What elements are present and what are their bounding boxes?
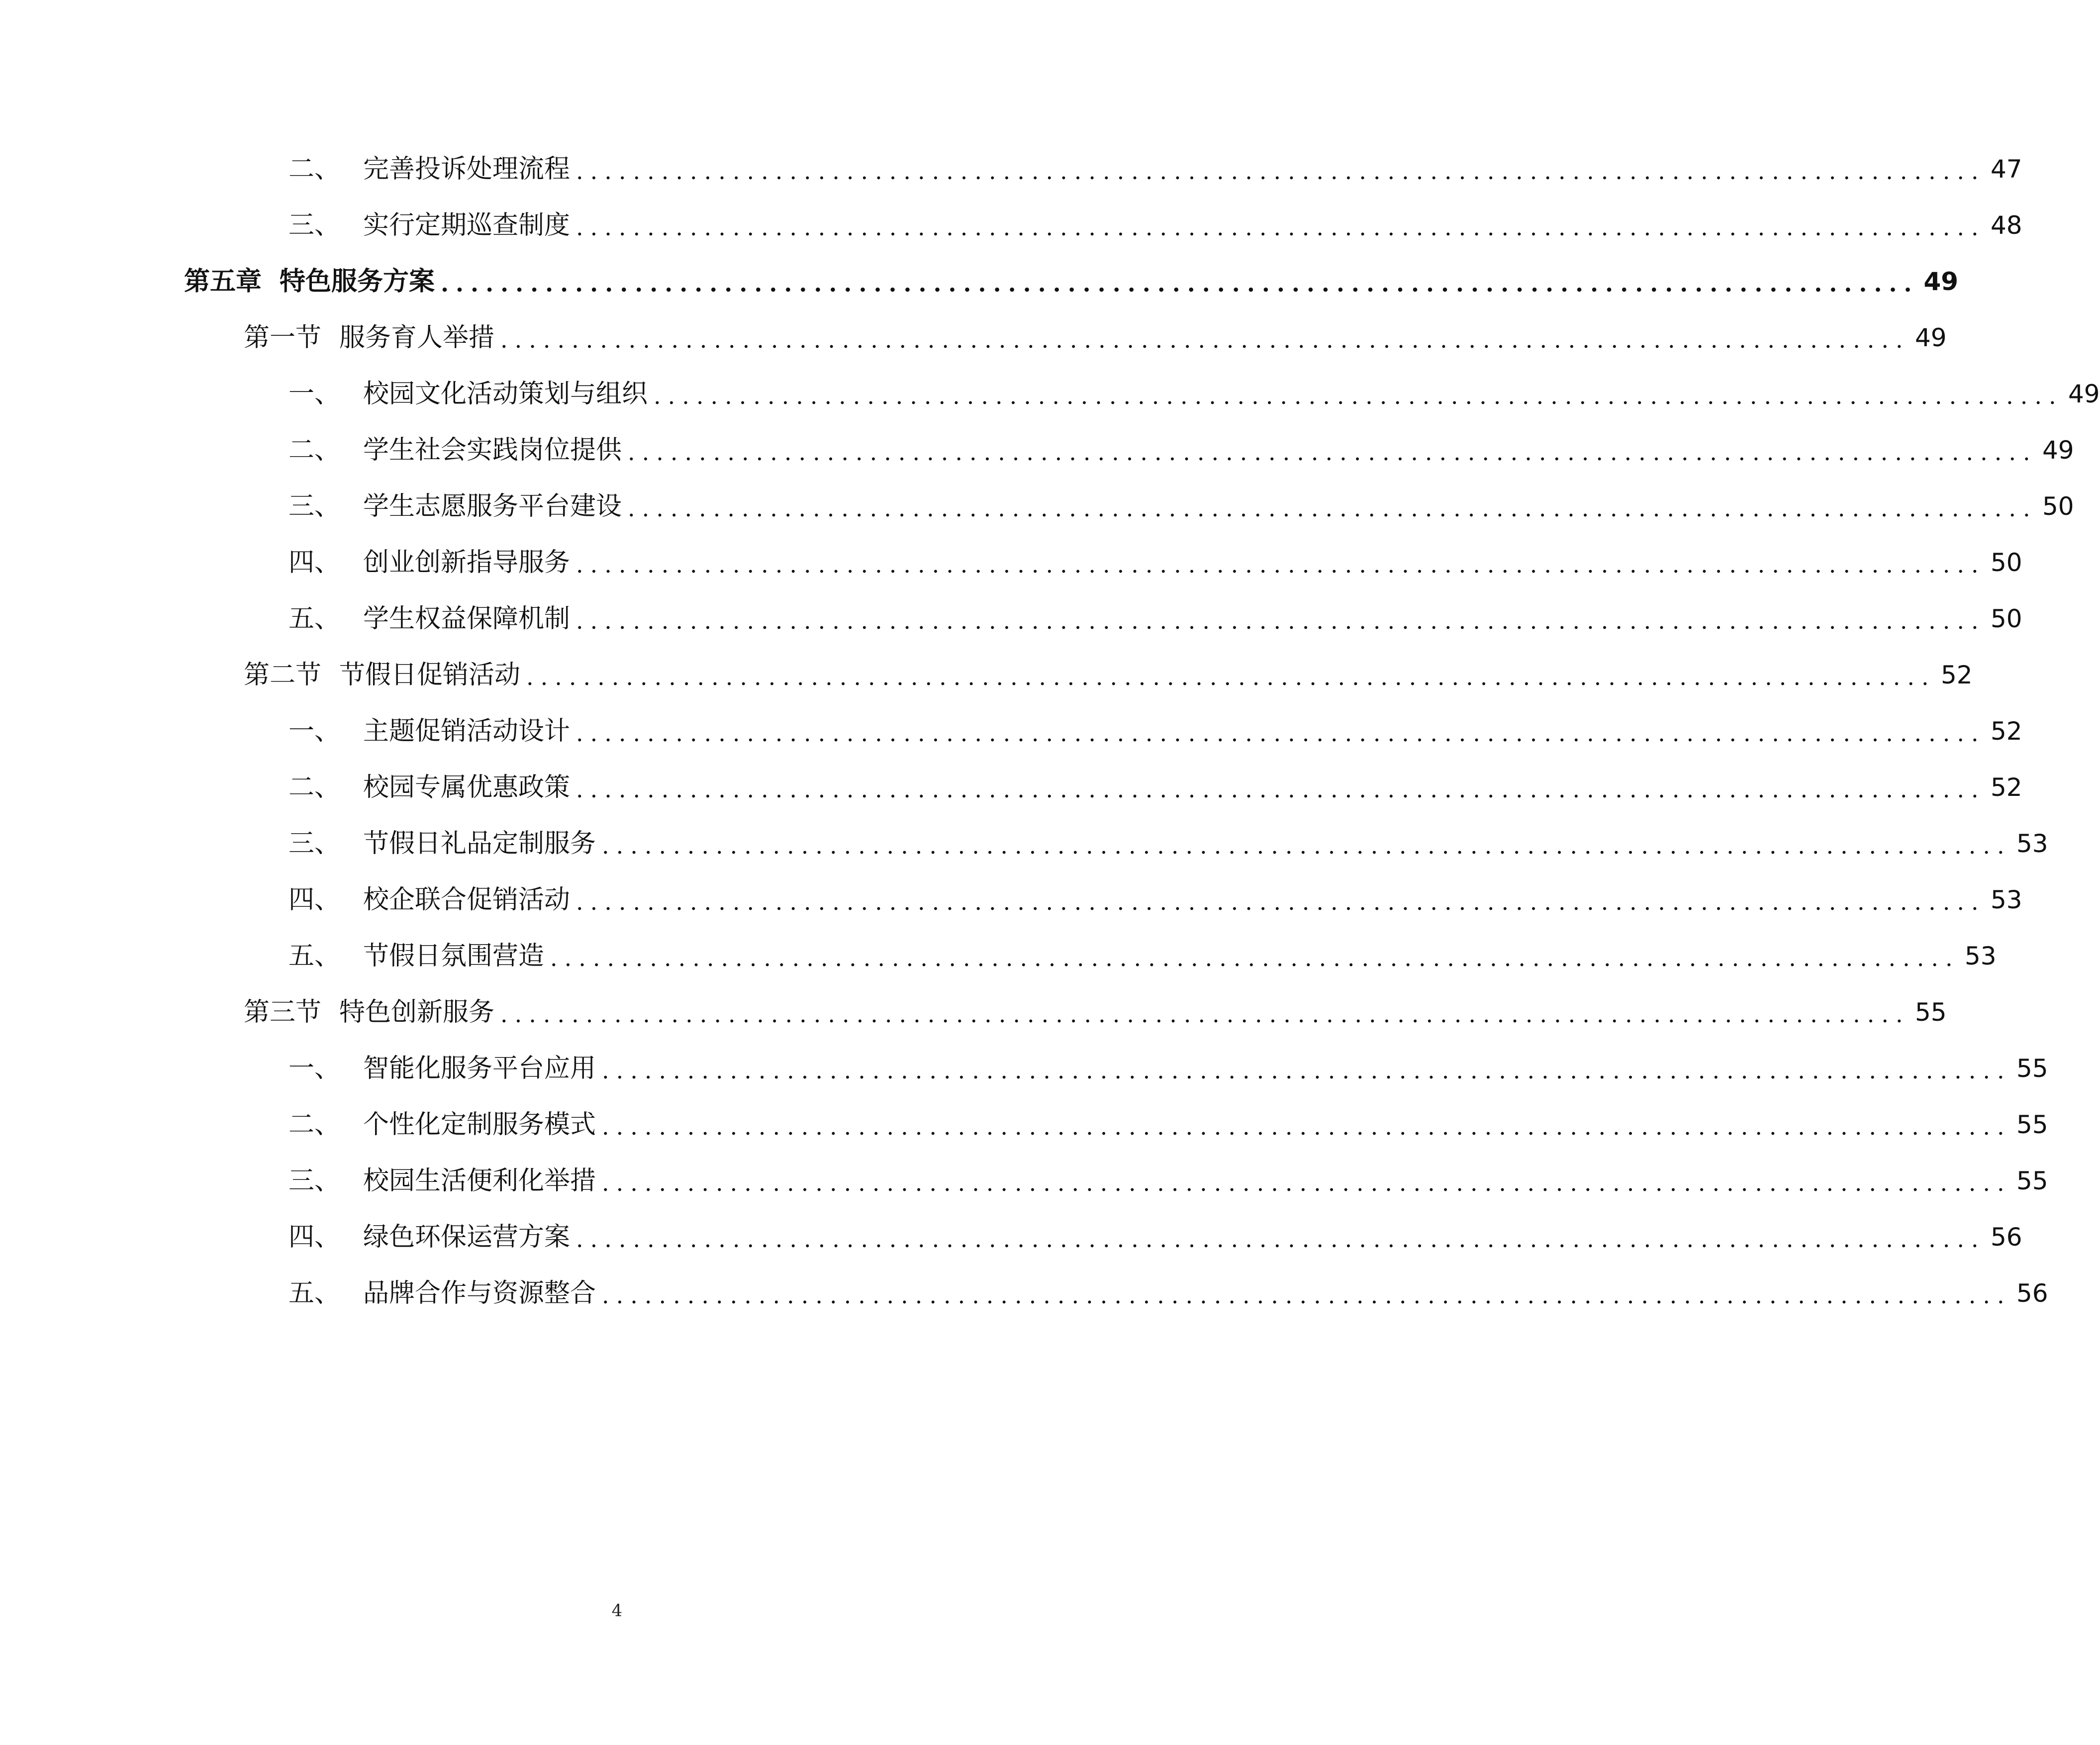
- toc-entry[interactable]: [288, 149, 2022, 189]
- toc-entry-page: 53: [1990, 885, 2022, 914]
- toc-entry-title: 校园生活便利化举措: [363, 1166, 596, 1196]
- toc-entry-page: 52: [1990, 717, 2022, 746]
- toc-entry[interactable]: [288, 1273, 2048, 1313]
- toc-entry-title: 学生权益保障机制: [363, 604, 571, 634]
- toc-entry-page: 47: [1990, 155, 2022, 184]
- toc-entry-page: 52: [1990, 773, 2022, 802]
- toc-entry-title: 节假日礼品定制服务: [363, 829, 596, 859]
- toc-entry-page: 49: [1915, 323, 1947, 352]
- toc-entry[interactable]: [288, 486, 2074, 526]
- toc-entry-title: 学生社会实践岗位提供: [363, 435, 622, 465]
- toc-entry[interactable]: [288, 880, 2022, 920]
- dot-leader: ...................................................................................................: [441, 270, 1919, 297]
- dot-leader: ...................................................................................................: [550, 945, 1960, 971]
- dot-leader: ...................................................................................................: [576, 214, 1986, 241]
- toc-entry-page: 48: [1990, 211, 2022, 240]
- dot-leader: ...................................................................................................: [576, 607, 1986, 634]
- toc-entry-number: 五、: [288, 1278, 341, 1308]
- dot-leader: ...................................................................................................: [654, 383, 2063, 409]
- toc-entry[interactable]: [288, 1217, 2022, 1257]
- toc-entry-number: 五、: [288, 941, 341, 971]
- toc-entry-title: 品牌合作与资源整合: [363, 1278, 596, 1308]
- toc-entry-number: 四、: [288, 885, 341, 915]
- dot-leader: ...................................................................................................: [602, 832, 2011, 859]
- toc-entry-title: 个性化定制服务模式: [363, 1110, 596, 1140]
- toc-entry-number: 二、: [288, 154, 341, 184]
- toc-entry-title: 实行定期巡查制度: [363, 210, 571, 240]
- toc-entry-number: 二、: [288, 1110, 341, 1140]
- toc-entry-number: 三、: [288, 210, 341, 240]
- toc-entry-number: 第五章: [184, 266, 262, 296]
- toc-entry[interactable]: [288, 374, 2100, 414]
- toc-entry-section[interactable]: [244, 655, 1973, 695]
- toc-entry-number: 四、: [288, 548, 341, 578]
- toc-entry[interactable]: [288, 824, 2048, 864]
- dot-leader: ...................................................................................................: [576, 888, 1986, 915]
- page-number: 4: [611, 1601, 623, 1621]
- dot-leader: ...................................................................................................: [576, 158, 1986, 185]
- toc-entry[interactable]: [288, 1161, 2048, 1201]
- dot-leader: ...................................................................................................: [500, 326, 1910, 353]
- toc-entry-title: 节假日氛围营造: [363, 941, 545, 971]
- toc-entry-title: 绿色环保运营方案: [363, 1222, 571, 1252]
- toc-entry[interactable]: [288, 599, 2022, 639]
- toc-entry-number: 一、: [288, 379, 341, 409]
- dot-leader: ...................................................................................................: [602, 1169, 2011, 1196]
- toc-entry-title: 校企联合促销活动: [363, 885, 571, 915]
- toc-entry-page: 53: [2016, 829, 2048, 858]
- toc-entry-page: 52: [1941, 661, 1973, 689]
- toc-entry-number: 二、: [288, 435, 341, 465]
- dot-leader: ...................................................................................................: [576, 1226, 1986, 1253]
- dot-leader: ...................................................................................................: [628, 495, 2037, 522]
- toc-entry[interactable]: [288, 543, 2022, 582]
- toc-entry[interactable]: [288, 430, 2074, 470]
- toc-entry-title: 创业创新指导服务: [363, 548, 571, 578]
- toc-entry-page: 55: [2016, 1166, 2048, 1195]
- toc-entry-page: 50: [1990, 604, 2022, 633]
- toc-entry-page: 49: [2068, 380, 2100, 408]
- dot-leader: ...................................................................................................: [526, 664, 1936, 690]
- toc-entry-number: 第二节: [244, 660, 322, 690]
- dot-leader: ...................................................................................................: [576, 776, 1986, 803]
- toc-entry-number: 三、: [288, 491, 341, 521]
- toc-entry-title: 服务育人举措: [339, 323, 495, 353]
- toc-entry-page: 55: [1915, 998, 1947, 1027]
- toc-entry-number: 四、: [288, 1222, 341, 1252]
- dot-leader: ...................................................................................................: [500, 1001, 1910, 1028]
- toc-entry-title: 校园专属优惠政策: [363, 773, 571, 802]
- dot-leader: ...................................................................................................: [602, 1113, 2011, 1140]
- toc-entry-number: 二、: [288, 773, 341, 802]
- toc-entry[interactable]: [288, 768, 2022, 807]
- toc-entry-title: 校园文化活动策划与组织: [363, 379, 648, 409]
- toc-entry-number: 第三节: [244, 997, 322, 1027]
- toc-entry-page: 55: [2016, 1054, 2048, 1083]
- toc-entry-page: 50: [1990, 548, 2022, 577]
- toc-entry[interactable]: [288, 1105, 2048, 1145]
- toc-entry-title: 学生志愿服务平台建设: [363, 491, 622, 521]
- toc-entry-page: 55: [2016, 1110, 2048, 1139]
- toc-entry-title: 特色服务方案: [280, 266, 435, 296]
- toc-entry-title: 智能化服务平台应用: [363, 1054, 596, 1083]
- toc-entry-chapter[interactable]: [184, 262, 1959, 301]
- toc-entry-page: 49: [2042, 436, 2074, 465]
- toc-entry-number: 第一节: [244, 323, 322, 353]
- toc-entry-page: 56: [1990, 1223, 2022, 1252]
- toc-entry[interactable]: [288, 1049, 2048, 1088]
- toc-entry[interactable]: [288, 711, 2022, 751]
- toc-entry-title: 完善投诉处理流程: [363, 154, 571, 184]
- dot-leader: ...................................................................................................: [628, 439, 2037, 466]
- dot-leader: ...................................................................................................: [576, 551, 1986, 578]
- toc-entry-section[interactable]: [244, 992, 1947, 1032]
- toc-entry-page: 50: [2042, 492, 2074, 521]
- toc-entry-page: 56: [2016, 1279, 2048, 1308]
- toc-entry-number: 一、: [288, 1054, 341, 1083]
- toc-entry-title: 节假日促销活动: [339, 660, 521, 690]
- dot-leader: ...................................................................................................: [602, 1057, 2011, 1084]
- toc-entry-page: 49: [1923, 267, 1959, 296]
- toc-entry-number: 三、: [288, 829, 341, 859]
- toc-entry-number: 三、: [288, 1166, 341, 1196]
- toc-entry-title: 主题促销活动设计: [363, 716, 571, 746]
- toc-entry[interactable]: [288, 205, 2022, 245]
- dot-leader: ...................................................................................................: [576, 720, 1986, 747]
- toc-entry-page: 53: [1964, 942, 1997, 970]
- dot-leader: ...................................................................................................: [602, 1282, 2011, 1309]
- toc-entry[interactable]: [288, 936, 1997, 976]
- toc-entry-title: 特色创新服务: [339, 997, 495, 1027]
- toc-entry-section[interactable]: [244, 318, 1947, 358]
- toc-entry-number: 五、: [288, 604, 341, 634]
- toc-entry-number: 一、: [288, 716, 341, 746]
